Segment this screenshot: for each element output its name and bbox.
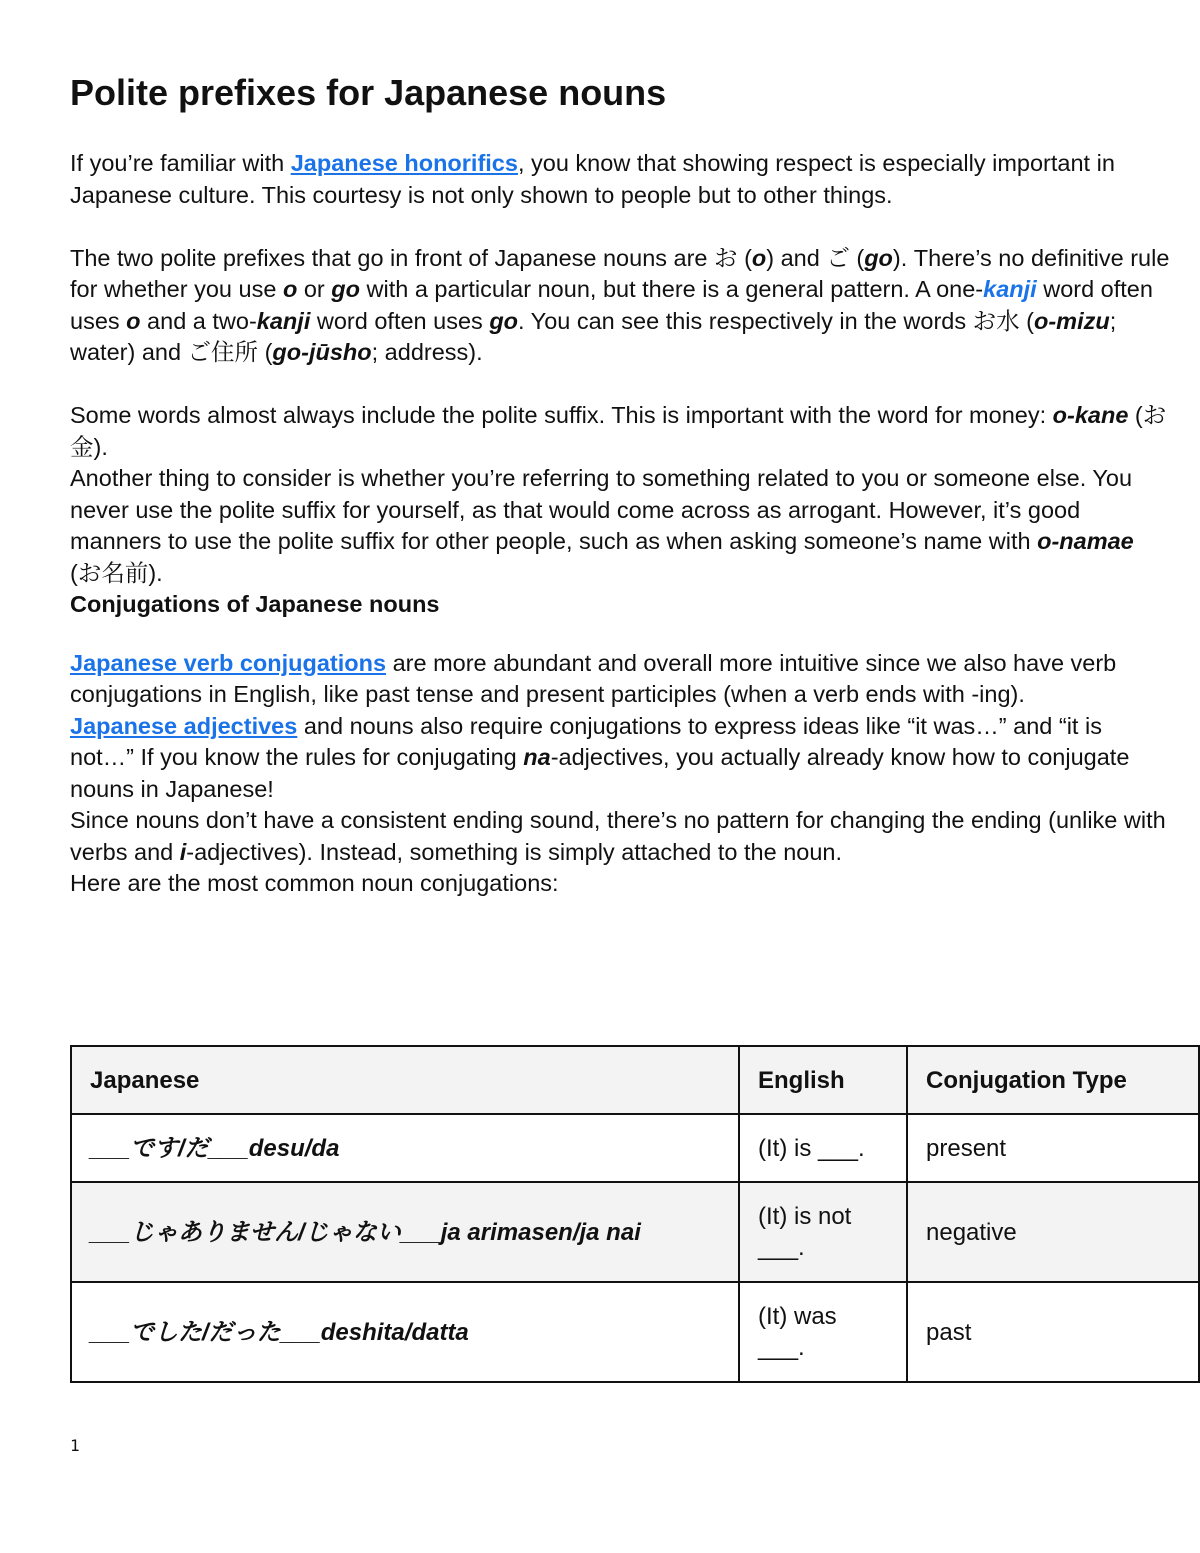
conjugation-table	[70, 1045, 1200, 1383]
cell-japanese: ___でした/だった___deshita/datta	[71, 1282, 739, 1382]
cell-type: negative	[907, 1182, 1199, 1282]
cell-english: (It) is not ___.	[739, 1182, 907, 1282]
cell-japanese: ___です/だ___desu/da	[71, 1114, 739, 1182]
list-intro: Here are the most common noun conjugations:	[70, 870, 559, 896]
table-header-row	[71, 1046, 1199, 1114]
consideration-paragraph: Another thing to consider is whether you’re referring to something related to you or someone else. You never use the polite suffix for yourself, as that would come across as arrogant. However, it’s good manners to use the polite suffix for other people, such as when asking someone’s name with o-namae (お名前).	[70, 465, 1134, 586]
cell-type: present	[907, 1114, 1199, 1182]
adjectives-paragraph: Japanese adjectives and nouns also require conjugations to express ideas like “it was…” and “it is not…” If you know the rules for conjugating na-adjectives, you actually already know how to conjugate nouns in Japanese!	[70, 712, 1130, 802]
prefix-paragraph: The two polite prefixes that go in front of Japanese nouns are お (o) and ご (go). There’s no definitive rule for whether you use o or go with a particular noun, but there is a general pattern. A one-kanji word often uses o and a two-kanji word often uses go. You can see this respectively in the words お水 (o-mizu; water) and ご住所 (go-jūsho; address).	[70, 244, 1170, 365]
cell-type: past	[907, 1282, 1199, 1382]
japanese-honorifics-link[interactable]: Japanese honorifics	[290, 150, 518, 176]
page-title: Polite prefixes for Japanese nouns	[70, 72, 667, 113]
table-row	[71, 1114, 1199, 1182]
cell-english: (It) was ___.	[739, 1282, 907, 1382]
kanji-link[interactable]: kanji	[983, 276, 1037, 302]
document-body	[70, 72, 1170, 900]
header-english: English	[739, 1046, 907, 1114]
page-number: 1	[70, 1436, 80, 1455]
section-heading: Conjugations of Japanese nouns	[70, 591, 440, 617]
intro-paragraph: If you’re familiar with Japanese honorifics, you know that showing respect is especially important in Japanese culture. This courtesy is not only shown to people but to other things.	[70, 150, 1115, 208]
header-type: Conjugation Type	[907, 1046, 1199, 1114]
cell-english: (It) is ___.	[739, 1114, 907, 1182]
table-row	[71, 1182, 1199, 1282]
money-paragraph: Some words almost always include the polite suffix. This is important with the word for money: o-kane (お金).	[70, 402, 1167, 460]
verb-paragraph: Japanese verb conjugations are more abundant and overall more intuitive since we also have verb conjugations in English, like past tense and present participles (when a verb ends with -ing).	[70, 649, 1117, 707]
japanese-adjectives-link[interactable]: Japanese adjectives	[70, 712, 298, 739]
header-japanese: Japanese	[71, 1046, 739, 1114]
verb-conjugations-link[interactable]: Japanese verb conjugations	[70, 649, 387, 676]
cell-japanese: ___じゃありません/じゃない___ja arimasen/ja nai	[71, 1182, 739, 1282]
nouns-paragraph: Since nouns don’t have a consistent ending sound, there’s no pattern for changing the ending (unlike with verbs and i-adjectives). Instead, something is simply attached to the noun.	[70, 807, 1166, 865]
table-row	[71, 1282, 1199, 1382]
